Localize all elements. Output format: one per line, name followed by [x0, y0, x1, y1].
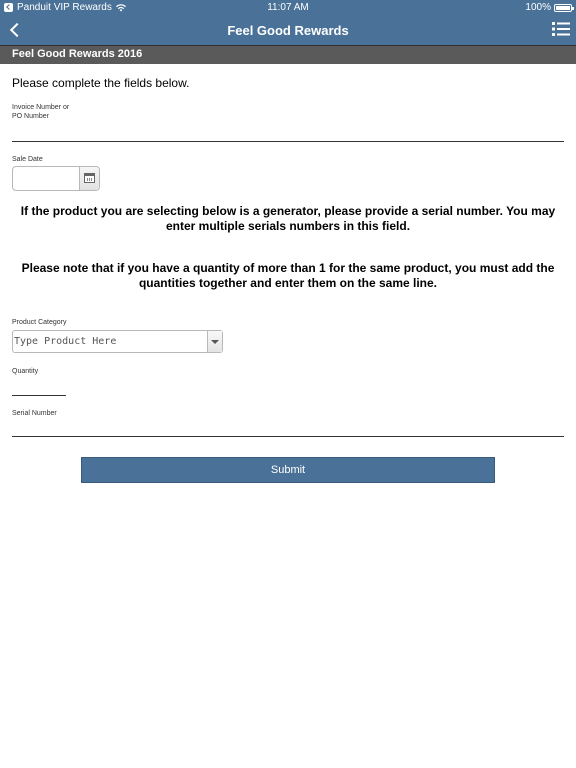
app-header: [0, 0, 576, 45]
sale-date-input[interactable]: [13, 167, 81, 190]
section-header: Feel Good Rewards 2016: [0, 45, 576, 64]
date-picker-button[interactable]: [79, 167, 99, 190]
submit-button[interactable]: Submit: [81, 457, 495, 483]
invoice-label-line1: Invoice Number or: [12, 104, 70, 111]
sale-date-label: Sale Date: [12, 156, 43, 163]
status-bar: [0, 0, 576, 16]
list-menu-icon: [552, 21, 570, 37]
clock: 11:07 AM: [267, 2, 309, 13]
serial-number-input[interactable]: [12, 419, 564, 437]
page-title: Feel Good Rewards: [227, 23, 349, 38]
menu-button[interactable]: [552, 21, 570, 37]
form-instructions: Please complete the fields below.: [12, 76, 190, 90]
invoice-label: [12, 103, 69, 121]
product-category-combobox: [12, 330, 223, 353]
quantity-input[interactable]: [12, 378, 66, 396]
quantity-label: Quantity: [12, 368, 39, 375]
invoice-label-line2: PO Number: [12, 113, 49, 120]
quantity-notice: Please note that if you have a quantity of more than 1 for the same product, you must add the quantities together and enter them on the same line.: [21, 261, 555, 290]
product-dropdown-button[interactable]: [207, 331, 222, 352]
sale-date-field: [12, 166, 100, 191]
serial-number-label: Serial Number: [12, 410, 57, 417]
generator-notice: If the product you are selecting below is a generator, please provide a serial number. You may enter multiple serials numbers in this field.: [20, 204, 556, 233]
product-category-label: Product Category: [12, 319, 67, 326]
battery-percent: 100%: [525, 2, 551, 13]
battery-icon: [554, 4, 572, 12]
nav-bar: [0, 16, 576, 45]
calendar-icon: [84, 173, 95, 183]
battery-status: [525, 2, 572, 13]
back-to-app-label: Panduit VIP Rewards: [17, 2, 112, 13]
invoice-number-input[interactable]: [12, 124, 564, 142]
product-category-input[interactable]: [13, 331, 208, 352]
